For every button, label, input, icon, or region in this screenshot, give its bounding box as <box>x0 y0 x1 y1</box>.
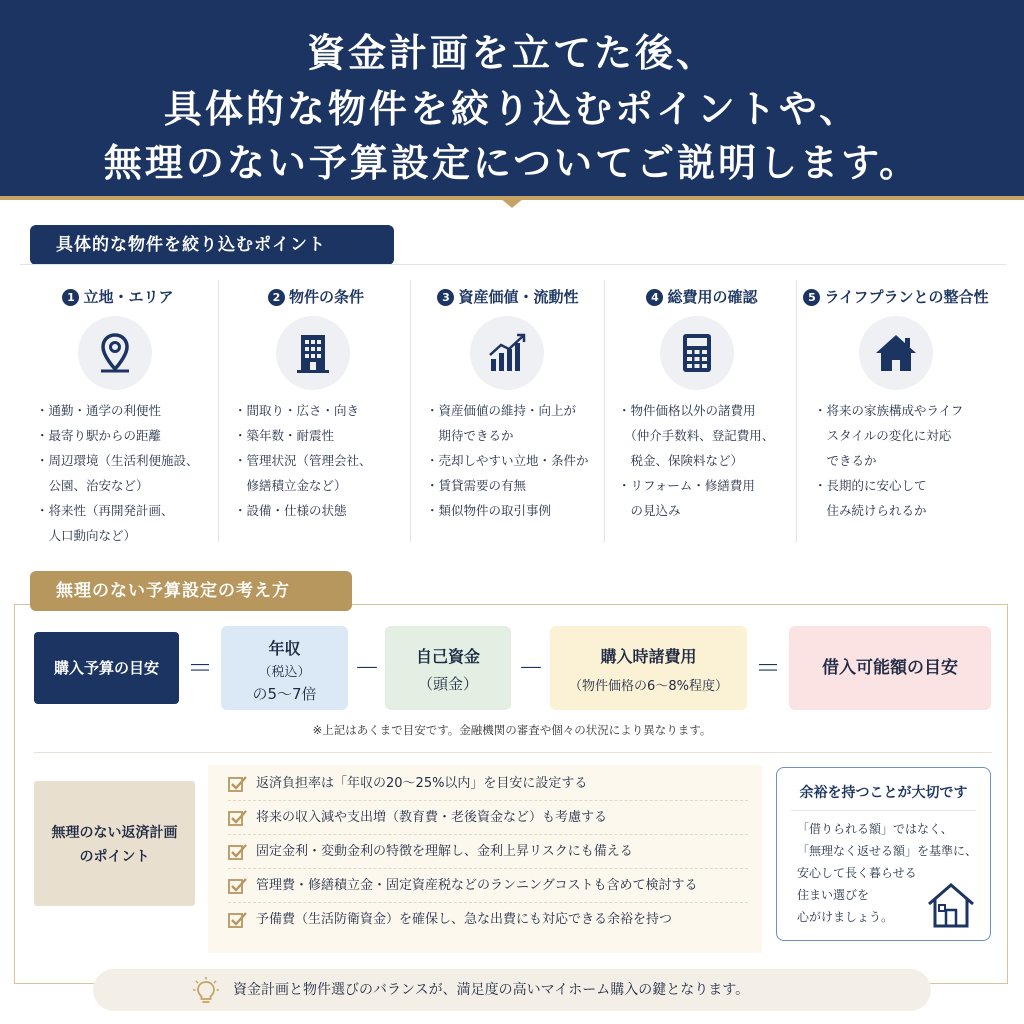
disclaimer-note: ※上記はあくまで目安です。金融機関の審査や個々の状況により異なります。 <box>312 723 712 737</box>
section-divider <box>34 752 992 753</box>
equals-sign: ＝ <box>186 654 213 684</box>
checklist-item: 返済負担率は「年収の20〜25%以内」を目安に設定する <box>228 767 748 801</box>
budget-target-box: 購入予算の目安 <box>34 632 179 704</box>
own-funds-box: 自己資金 （頭金） <box>385 626 511 710</box>
section-divider <box>20 264 1006 265</box>
minus-sign: － <box>517 654 544 684</box>
bullet-list: ・間取り・広さ・向き ・築年数・耐震性 ・管理状況（管理会社、 修繕積立金など） ・設備・仕様の状態 <box>234 403 372 518</box>
loan-target-box: 借入可能額の目安 <box>789 626 991 710</box>
checklist <box>208 765 762 953</box>
point-column-asset-value <box>412 280 604 542</box>
checkbox-icon <box>228 809 248 827</box>
annual-income-box: 年収 （税込） の5〜7倍 <box>221 626 348 710</box>
map-pin-icon <box>78 316 152 390</box>
checklist-item: 管理費・修繕積立金・固定資産税などのランニングコストも含めて検討する <box>228 869 748 903</box>
footer-banner <box>93 969 931 1011</box>
advice-card-body: 「借りられる額」ではなく、 「無理なく返せる額」を基準に、 安心して長く暮らせる 住まい選びを 心がけましょう。 <box>797 822 978 924</box>
number-badge: 2 <box>268 289 285 306</box>
number-badge: 5 <box>803 289 820 306</box>
calculator-icon <box>660 316 734 390</box>
advice-card <box>776 767 991 941</box>
number-badge: 4 <box>646 289 663 306</box>
growth-chart-icon <box>470 316 544 390</box>
bullet-list: ・通勤・通学の利便性 ・最寄り駅からの距離 ・周辺環境（生活利便施設、 公園、治安など） ・将来性（再開発計画、 人口動向など） <box>36 403 199 543</box>
column-separator <box>604 280 605 542</box>
minus-sign: － <box>353 654 380 684</box>
checklist-item: 将来の収入減や支出増（教育費・老後資金など）も考慮する <box>228 801 748 835</box>
header-line-3: 無理のない予算設定についてご説明します。 <box>103 141 921 185</box>
column-separator <box>796 280 797 542</box>
column-title: 2 物件の条件 <box>220 286 412 307</box>
point-column-location <box>22 280 214 542</box>
house-outline-icon <box>925 880 977 930</box>
advice-card-title: 余裕を持つことが大切です <box>799 785 968 801</box>
lightbulb-icon <box>193 977 219 1005</box>
header-line-1: 資金計画を立てた後、 <box>306 31 717 75</box>
footer-text: 資金計画と物件選びのバランスが、満足度の高いマイホーム購入の鍵となります。 <box>233 982 750 998</box>
column-separator <box>218 280 219 542</box>
point-column-conditions <box>220 280 412 542</box>
section-title-points: 具体的な物件を絞り込むポイント <box>30 225 394 265</box>
number-badge: 1 <box>62 289 79 306</box>
column-title: 5 ライフプランとの整合性 <box>798 286 994 307</box>
point-column-total-cost <box>606 280 798 542</box>
header-line-2: 具体的な物件を絞り込むポイントや、 <box>163 87 861 131</box>
equals-sign: ＝ <box>754 654 781 684</box>
checkbox-icon <box>228 877 248 895</box>
column-title: 4 総費用の確認 <box>606 286 798 307</box>
checklist-item: 予備費（生活防衛資金）を確保し、急な出費にも対応できる余裕を持つ <box>228 903 748 937</box>
checkbox-icon <box>228 775 248 793</box>
repayment-plan-label: 無理のない返済計画 のポイント <box>34 781 195 906</box>
bullet-list: ・資産価値の維持・向上が 期待できるか ・売却しやすい立地・条件か ・賃貸需要の有無 ・類似物件の取引事例 <box>426 403 589 518</box>
point-column-life-plan <box>798 280 994 542</box>
purchase-costs-box: 購入時諸費用 （物件価格の6〜8%程度） <box>550 626 747 710</box>
header-notch <box>500 198 524 208</box>
advice-card-divider <box>791 810 976 811</box>
bullet-list: ・物件価格以外の諸費用 （仲介手数料、登記費用、 税金、保険料など） ・リフォーム・修繕費用 の見込み <box>618 403 775 518</box>
checklist-item: 固定金利・変動金利の特徴を理解し、金利上昇リスクにも備える <box>228 835 748 869</box>
checkbox-icon <box>228 911 248 929</box>
column-separator <box>410 280 411 542</box>
column-title: 3 資産価値・流動性 <box>412 286 604 307</box>
checkbox-icon <box>228 843 248 861</box>
building-icon <box>276 316 350 390</box>
section-title-budget: 無理のない予算設定の考え方 <box>30 571 352 611</box>
house-icon <box>859 316 933 390</box>
bullet-list: ・将来の家族構成やライフ スタイルの変化に対応 できるか ・長期的に安心して 住み続けられるか <box>814 403 964 518</box>
column-title: 1 立地・エリア <box>22 286 214 307</box>
number-badge: 3 <box>437 289 454 306</box>
